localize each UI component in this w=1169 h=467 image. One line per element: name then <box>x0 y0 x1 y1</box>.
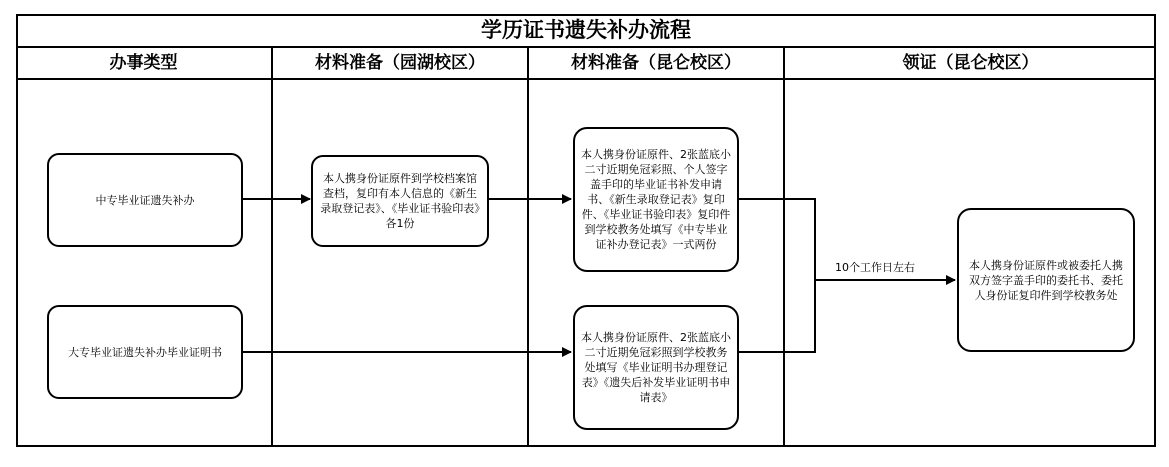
node-type-zhongzhuan: 中专毕业证遗失补办 <box>47 153 243 247</box>
node-prep-kunlun-2: 本人携身份证原件、2张蓝底小二寸近期免冠彩照到学校教务处填写《毕业证明书办理登记表》《遗失后补发毕业证明书申请表》 <box>573 305 739 430</box>
lane-header-type: 办事类型 <box>16 48 273 80</box>
lane-header-prep-kunlun: 材料准备（昆仑校区） <box>529 48 785 80</box>
node-collect: 本人携身份证原件或被委托人携双方签字盖手印的委托书、委托人身份证复印件到学校教务处 <box>957 208 1135 352</box>
edge-kunlun2-to-merge <box>738 280 815 352</box>
node-type-dazhuan: 大专毕业证遗失补办毕业证明书 <box>47 305 243 399</box>
node-prep-kunlun-1: 本人携身份证原件、2张蓝底小二寸近期免冠彩照、个人签字盖手印的毕业证书补发申请书、《新生录取登记表》复印件、《毕业证书验印表》复印件到学校教务处填写《中专毕业证补办登记表》一式两份 <box>573 127 739 272</box>
lane-header-prep-yuanhu: 材料准备（园湖校区） <box>273 48 529 80</box>
node-prep-yuanhu: 本人携身份证原件到学校档案馆查档，复印有本人信息的《新生录取登记表》、《毕业证书验印表》各1份 <box>311 155 489 247</box>
lane-header-collect: 领证（昆仑校区） <box>785 48 1156 80</box>
edge-label-working-days: 10个工作日左右 <box>835 261 915 274</box>
flowchart-title: 学历证书遗失补办流程 <box>16 14 1156 48</box>
edge-kunlun1-to-merge <box>738 199 815 280</box>
